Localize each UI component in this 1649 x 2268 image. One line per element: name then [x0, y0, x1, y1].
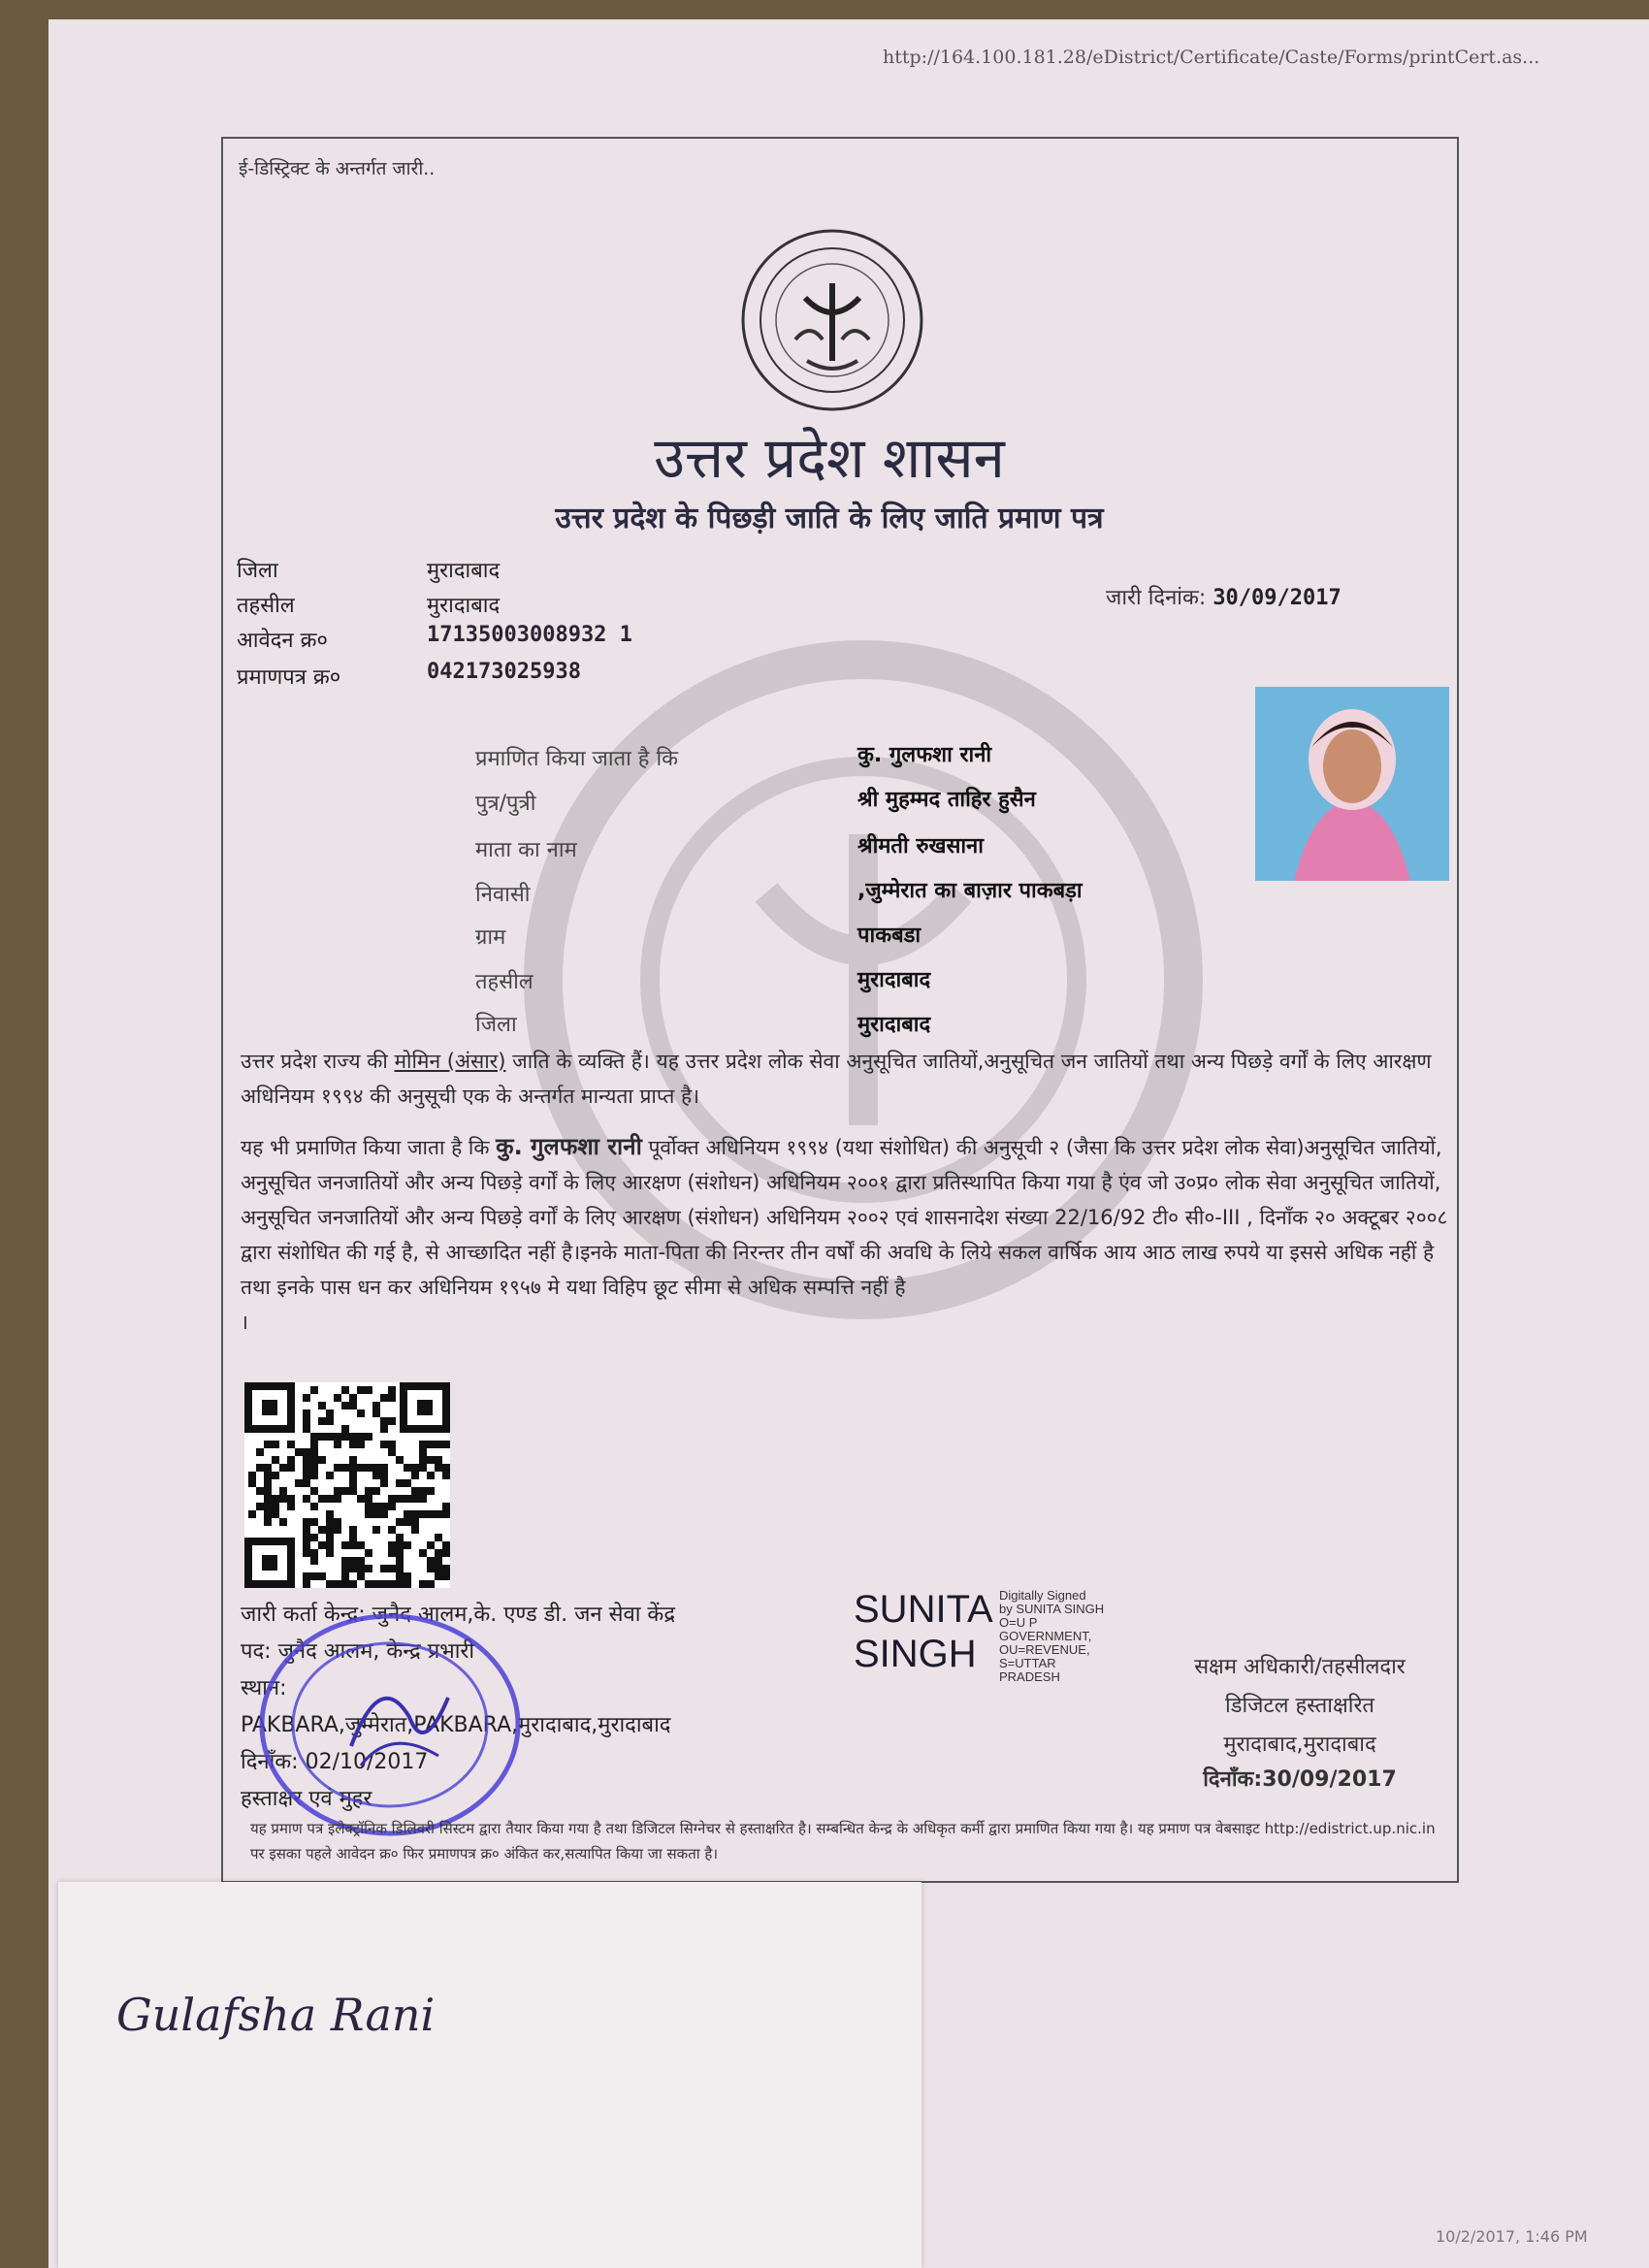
tehsil: मुरादाबाद: [857, 968, 931, 992]
digital-signer-name: [854, 1587, 993, 1676]
field-label: प्रमाणित किया जाता है कि: [475, 747, 679, 771]
mother-name: श्रीमती रुखसाना: [857, 834, 984, 859]
field-label: निवासी: [475, 883, 531, 907]
residence: ,जुम्मेरात का बाज़ार पाकबड़ा: [857, 879, 1083, 903]
signer-first-name: SUNITA: [854, 1588, 993, 1631]
handwritten-name: Gulafsha Rani: [116, 1989, 436, 2041]
application-number: 17135003008932 1: [427, 623, 632, 647]
certificate-title: उत्तर प्रदेश शासन: [654, 425, 1005, 491]
certificate-number: 042173025938: [427, 660, 581, 684]
person-photo-icon: [1255, 687, 1449, 881]
authority-place: मुरादाबाद,मुरादाबाद: [1223, 1733, 1376, 1757]
issue-date-label: जारी दिनांक:: [1106, 586, 1207, 610]
certificate-number-label: प्रमाणपत्र क्र०: [237, 665, 341, 690]
tehsil-value: मुरादाबाद: [427, 594, 501, 618]
application-label: आवेदन क्र०: [237, 629, 328, 653]
father-name: श्री मुहम्मद ताहिर हुसैन: [857, 788, 1036, 812]
authority-date: दिनाँक:30/09/2017: [1203, 1767, 1397, 1792]
village: पाकबडा: [857, 923, 922, 948]
digital-signature-details: Digitally Signed by SUNITA SINGH O=U P GOVERNMENT, OU=REVENUE, S=UTTAR PRADESH: [999, 1588, 1105, 1684]
scan-timestamp: 10/2/2017, 1:46 PM: [1436, 2227, 1588, 2246]
field-label: तहसील: [475, 970, 534, 994]
issuer-signature-label: हस्ताक्षर एवं मुहर: [241, 1787, 372, 1811]
field-label: पुत्र/पुत्री: [475, 792, 536, 816]
para2-pre: यह भी प्रमाणित किया जाता है कि: [241, 1136, 497, 1159]
center-stamp-icon: [254, 1610, 545, 1843]
para2-post: पूर्वोक्त अधिनियम १९९४ (यथा संशोधित) की अनुसूची २ (जैसा कि उत्तर प्रदेश लोक सेवा)अनुसूचित जातियों, अनुसूचित जनजातियों और अन्य पिछड़े वर्गों के लिए आरक्षण (संशोधन) अधिनियम २००१ द्वारा प्रतिस्थापित किया गया है एंव जो उ०प्र० लोक सेवा अनुसूचित जातियों, अनुसूचित जनजातियों और अन्य पिछड़े वर्गों के लिए आरक्षण (संशोधन) अधिनियम २००२ एवं शासनादेश संख्या 22/16/92 टी० सी०-III , दिनाँक २० अक्टूबर २००८ द्वारा संशोधित की गई है, से आच्छादित नहीं है।इनके माता-पिता की निरन्तर तीन वर्षों की अवधि के लिये सकल वार्षिक आय आठ लाख रुपये या इससे अधिक नहीं है तथा इनके पास धन कर अधिनियम १९५७ मे यथा विहिप छूट सीमा से अधिक सम्पत्ति नहीं है: [241, 1136, 1448, 1299]
issuer-designation: पद: जुनैद आलम, केन्द्र प्रभारी: [241, 1639, 475, 1664]
para2-tail: ।: [241, 1311, 248, 1334]
eligibility-paragraph: [241, 1129, 1453, 1340]
caste-paragraph: [241, 1044, 1453, 1114]
district-value: मुरादाबाद: [427, 559, 501, 583]
issuer-date: दिनाँक: 02/10/2017: [241, 1750, 429, 1774]
para1-pre: उत्तर प्रदेश राज्य की: [241, 1050, 395, 1073]
issuing-center: जारी कर्ता केन्द्र: जुनैद आलम,के. एण्ड डी. जन सेवा केंद्र: [241, 1603, 675, 1627]
para1-post: जाति के व्यक्ति हैं। यह उत्तर प्रदेश लोक सेवा अनुसूचित जातियों,अनुसूचित जन जातियों तथा अन्य पिछड़े वर्गों के लिए आरक्षण अधिनियम १९९४ की अनुसूची एक के अन्तर्गत मान्यता प्राप्त है।: [241, 1050, 1432, 1108]
field-label: माता का नाम: [475, 838, 577, 862]
district-label: जिला: [237, 559, 278, 583]
authority-signed: डिजिटल हस्ताक्षरित: [1225, 1694, 1374, 1718]
field-label: ग्राम: [475, 925, 506, 950]
certificate-subtitle: उत्तर प्रदेश के पिछड़ी जाति के लिए जाति प्रमाण पत्र: [555, 502, 1104, 535]
district: मुरादाबाद: [857, 1013, 931, 1037]
signer-last-name: SINGH: [854, 1633, 977, 1675]
header-note: ई-डिस्ट्रिक्ट के अन्तर्गत जारी..: [239, 158, 436, 179]
field-label: जिला: [475, 1013, 517, 1037]
state-emblem-icon: [737, 225, 927, 415]
qr-code: [244, 1382, 450, 1588]
issue-date-value: 30/09/2017: [1212, 586, 1342, 610]
issuer-place: PAKBARA,जुम्मेरात,PAKBARA,मुरादाबाद,मुरादाबाद: [241, 1713, 671, 1737]
applicant-name: कु. गुलफशा रानी: [857, 743, 992, 767]
footnote: यह प्रमाण पत्र इलेक्ट्रॉनिक डिलिवरी सिस्टम द्वारा तैयार किया गया है तथा डिजिटल सिग्नेचर से हस्ताक्षरित है। सम्बन्धित केन्द्र के अधिकृत कर्मी द्वारा प्रमाणित किया गया है। यह प्रमाण पत्र वेबसाइट http://edistrict.up.nic.in पर इसका पहले आवेदन क्र० फिर प्रमाणपत्र क्र० अंकित कर,सत्यापित किया जा सकता है।: [250, 1820, 1436, 1863]
print-url: http://164.100.181.28/eDistrict/Certificate/Caste/Forms/printCert.as...: [883, 47, 1540, 68]
applicant-photo: [1255, 687, 1449, 881]
issuer-place-label: स्थान:: [241, 1676, 287, 1701]
para2-name: कु. गुलफशा रानी: [496, 1133, 642, 1160]
signature-slip: [58, 1882, 922, 2268]
authority-title: सक्षम अधिकारी/तहसीलदार: [1194, 1655, 1406, 1679]
tehsil-label: तहसील: [237, 594, 295, 618]
issue-date: [1106, 582, 1342, 611]
caste-name: मोमिन (अंसार): [394, 1050, 506, 1073]
